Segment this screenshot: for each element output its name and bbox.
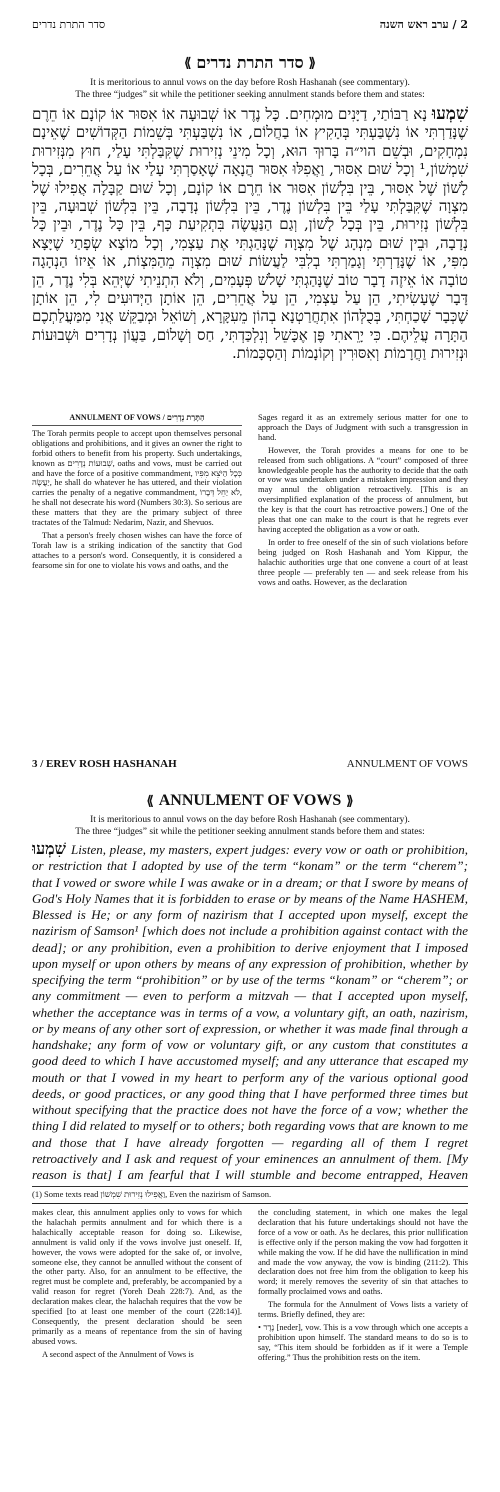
commentary-paragraph: • נֶדֶר [neder], vow. This is a vow through which one accepts a prohibition upon himself. The standard means to do so is to say, “This item should be forbidden as if it were a Temple offering.” Thus the prohibition rests on the item. [258,1322,468,1362]
commentary-paragraph: That a person's freely chosen wishes can have the force of Torah law is a striking indication of the sanctity that God attaches to a person's word. Consequently, it is considered a fearsome sin for one to violate his vows and oaths, and the [32,530,242,570]
ornament-right-icon: ⟫ [346,793,354,808]
commentary-paragraph: The Torah permits people to accept upon themselves personal obligations and prohibitions, and it gives an owner the right to forbid others to benefit from his property. Such undertakings, known as שְׁבוּעוֹת נְדָרִים, oaths and vows, must be carried out and have the force of a positive commandment, כְּכָל הַיֹּצֵא מִפִּיו יַעֲשֶׂה, he shall do whatever he has uttered, and their violation carries the penalty of a negative commandment, לֹא יַחֵל דְּבָרוֹ, he shall not desecrate his word (Numbers 30:3). So serious are these matters that they are the primary subject of three tractates of the Talmud: Nedarim, Nazir, and Shevuos. [32,428,243,528]
hebrew-paragraph: נָא רַבּוֹתַי, דַיָּנִים מוּמְחִים. כָּל נֶדֶר אוֹ שְׁבוּעָה אוֹ אִסּוּר אוֹ קוֹנָם אוֹ חֵרֶם שֶׁנָּדַרְתִּי אוֹ נִשְׁבַּעְתִּי בְּהָקִיץ אוֹ בַחֲלוֹם, אוֹ נִשְׁבַּעְתִּי בְּשֵׁמוֹת הַקְּדוֹשִׁים שֶׁאֵינָם נִמְחָקִים, וּבְשֵׁם הוי״ה בָּרוּךְ הוּא, וְכָל מִינֵי נְזִירוּת שֶׁקִּבַּלְתִּי עָלַי, חוּץ מִנְּזִירוּת שִׁמְשׁוֹן,¹ וְכָל שׁוּם אִסּוּר, וַאֲפִלּוּ אִסּוּר הֲנָאָה שֶׁאָסַרְתִּי עָלַי אוֹ עַל אֲחֵרִים, בְּכָל לָשׁוֹן שֶׁל אִסּוּר, בֵּין בִּלְשׁוֹן אִסּוּר אוֹ חֵרֶם אוֹ קוֹנָם, וְכָל שׁוּם קַבָּלָה אֲפִילוּ שֶׁל מִצְוָה שֶׁקִּבַּלְתִּי עָלַי בֵּין בִּלְשׁוֹן נֶדֶר, בֵּין בִּלְשׁוֹן נְדָבָה, בֵּין בִּלְשׁוֹן שְׁבוּעָה, בֵּין בִּלְשׁוֹן נְזִירוּת, בֵּין בְּכָל לָשׁוֹן, וְגַם הַנַּעֲשֶׂה בִּתְקִיעַת כָּף, בֵּין כָּל נֶדֶר, וּבֵין כָּל נְדָבָה, וּבֵין שׁוּם מִנְהָג שֶׁל מִצְוָה שֶׁנָּהַגְתִּי אֶת עַצְמִי, וְכָל מוֹצָא שְׂפָתַי שֶׁיָּצָא מִפִּי, אוֹ שֶׁנָּדַרְתִּי וְגָמַרְתִּי בְלִבִּי לַעֲשׂוֹת שׁוּם מִצְוָה מֵהַמִּצְוֹת, אוֹ אֵיזוֹ הַנְהָגָה טוֹבָה אוֹ אֵיזֶה דָבָר טוֹב שֶׁנָּהַגְתִּי שָׁלֹשׁ פְּעָמִים, וְלֹא הִתְנֵיתִי שֶׁיְּהֵא בְּלִי נֶדֶר, הֵן דָּבָר שֶׁעָשִׂיתִי, הֵן עַל עַצְמִי, הֵן עַל אֲחֵרִים, הֵן אוֹתָן הַיְּדוּעִים לִי, הֵן אוֹתָן שֶׁכְּבָר שָׁכַחְתִּי, בְּכֻלְּהוֹן אִתְחֲרַטְנָא בְהוֹן מֵעִקָּרָא, וְשׁוֹאֵל וּמְבַקֵּשׁ אֲנִי מִמַּעֲלַתְכֶם הַתָּרָה עֲלֵיהֶם. כִּי יָרֵאתִי פֶּן אֶכָּשֵׁל וְנִלְכַּדְתִּי, חַס וְשָׁלוֹם, בַּעֲוֹן נְדָרִים וּשְׁבוּעוֹת וּנְזִירוּת וַחֲרָמוֹת וְאִסּוּרִין וְקוֹנָמוֹת וְהַסְכָּמוֹת. [32,105,468,363]
commentary-column-left [32,1208,242,1366]
hebrew-text [32,105,468,403]
page-number-head: 2 / ערב ראש השנה [379,18,468,31]
english-text [32,842,468,1182]
commentary-paragraph: A second aspect of the Annulment of Vows is [42,1349,194,1359]
english-paragraph: Listen, please, my masters, expert judges: every vow or oath or prohibition, or restriction that I adopted by use of the term “konam” or the term “cherem”; that I vowed or swore while I was awake or in a dream; or that I swore by means of God's Holy Names that it is forbidden to erase or by means of the Name HASHEM, Blessed is He; or any form of nazirism that I accepted upon myself, except the nazirism of Samson¹ [which does not include a prohibition against contact with the dead]; or any prohibition, even a prohibition to derive enjoyment that I imposed upon myself or upon others by means of any expression of prohibition, whether by specifying the term “prohibition” or by use of the terms “konam” or “cherem”; or any commitment — even to perform a mitzvah — that I accepted upon myself, whether the acceptance was in terms of a vow, a voluntary gift, an oath, nazirism, or by means of any other sort of expression, or whether it was made final through a handshake; any form of vow or voluntary gift, or any custom that constitutes a good deed to which I have accustomed myself; and any utterance that escaped my mouth or that I vowed in my heart to perform any of the various optional good deeds, or good practices, or any good thing that I have performed three times but without specifying that the practice does not have the force of a vow; whether the thing I did related to myself or to others; both regarding vows that are known to me and those that I have already forgotten — regarding all of them I regret retroactively and I ask and request of your eminences an annulment of them. [My reason is that] I am fearful that I will stumble and become entrapped, Heaven [32,842,468,1182]
commentary-paragraph: In order to free oneself of the sin of such violations before being judged on Rosh Hashanah and Yom Kippur, the halachic authorities urge that one convene a court of at least three people — preferably ten — and seek release from his vows and oaths. However, as the declaration [258,537,468,587]
ornament-left-icon: ⟪ [184,55,192,71]
lead-word: שִׁמְעוּ [431,105,468,124]
instructions [0,814,500,838]
instructions [0,77,500,101]
ornament-right-icon: ⟫ [308,55,316,71]
title-text: סדר התרת נדרים [196,53,304,72]
instruction-line-1: It is meritorious to annul vows on the day before Rosh Hashanah (see commentary). [90,78,410,88]
hebrew-title [0,53,500,73]
instruction-line-2: The three “judges” sit while the petitioner seeking annulment stands before them and states: [75,827,425,837]
page-hebrew [0,0,500,740]
lead-word: שִׁמְעוּ [32,842,66,858]
footnote: (1) Some texts read וַאֲפִילוּ נְזִירוּת שִׁמְשׁוֹן, Even the nazirism of Samson. [32,1186,468,1199]
ornament-left-icon: ⟪ [146,793,154,808]
commentary-column-right [258,1208,468,1366]
commentary-paragraph: the concluding statement, in which one makes the legal declaration that his future undertakings should not have the force of a vow or oath. As he declares, this prior nullification is effective only if the person making the vow had forgotten it while making the vow. If he did have the nullification in mind and made the vow anyway, the vow is binding (211:2). This declaration does not free him from the obligation to keep his word; it merely removes the severity of sin that attaches to formally proclaimed vows and oaths. [258,1208,468,1297]
commentary-column-left [32,413,242,590]
page-number-head: 3 / EREV ROSH HASHANAH [32,758,177,770]
page-header [0,0,500,31]
commentary-column-right [258,413,468,590]
commentary-paragraph: However, the Torah provides a means for one to be released from such obligations. A “court” composed of three knowledgeable people has the authority to decide that the oath or vow was undertaken under a mistaken impression and they may annul the obligation retroactively. [This is an oversimplified explanation of the process of annulment, but the key is that the court has retroactive powers.] One of the pleas that one can make to the court is that he regrets ever having accepted the obligation as a vow or oath. [258,445,468,534]
commentary [32,413,468,590]
commentary-paragraph: The formula for the Annulment of Vows lists a variety of terms. Briefly defined, they are: [258,1300,468,1320]
title-text: ANNULMENT OF VOWS [158,792,342,809]
commentary-paragraph: Sages regard it as an extremely serious matter for one to approach the Days of Judgment with such a transgression in hand. [258,413,468,442]
page-english [0,740,500,1492]
commentary [32,1208,468,1366]
running-head-right: ANNULMENT OF VOWS [346,758,468,770]
divider [32,1203,468,1204]
instruction-line-1: It is meritorious to annul vows on the day before Rosh Hashanah (see commentary). [90,815,410,825]
commentary-header: ANNULMENT OF VOWS / הַתָּרַת נְדָרִים [32,413,242,426]
english-title [0,792,500,810]
running-head-left: סדר התרת נדרים [32,18,106,31]
instruction-line-2: The three “judges” sit while the petitioner seeking annulment stands before them and states: [75,90,425,100]
page-header [0,740,500,770]
commentary-paragraph: makes clear, this annulment applies only to vows for which the halachah permits annulment and for which there is a halachically acceptable reason for doing so. Likewise, annulment is valid only if the vows involve just oneself. If, however, the vows were adopted for the sake of, or involve, someone else, they cannot be annulled without the consent of the other party. Also, for an annulment to be effective, the regret must be complete and, preferably, be accompanied by a valid reason for regret (Yoreh Deah 228:7). And, as the declaration makes clear, the halachah requires that the vow be specified [to at least one member of the court (228:14)]. Consequently, the present declaration should be seen primarily as a means of repentance from the sin of having abused vows. [32,1208,242,1346]
